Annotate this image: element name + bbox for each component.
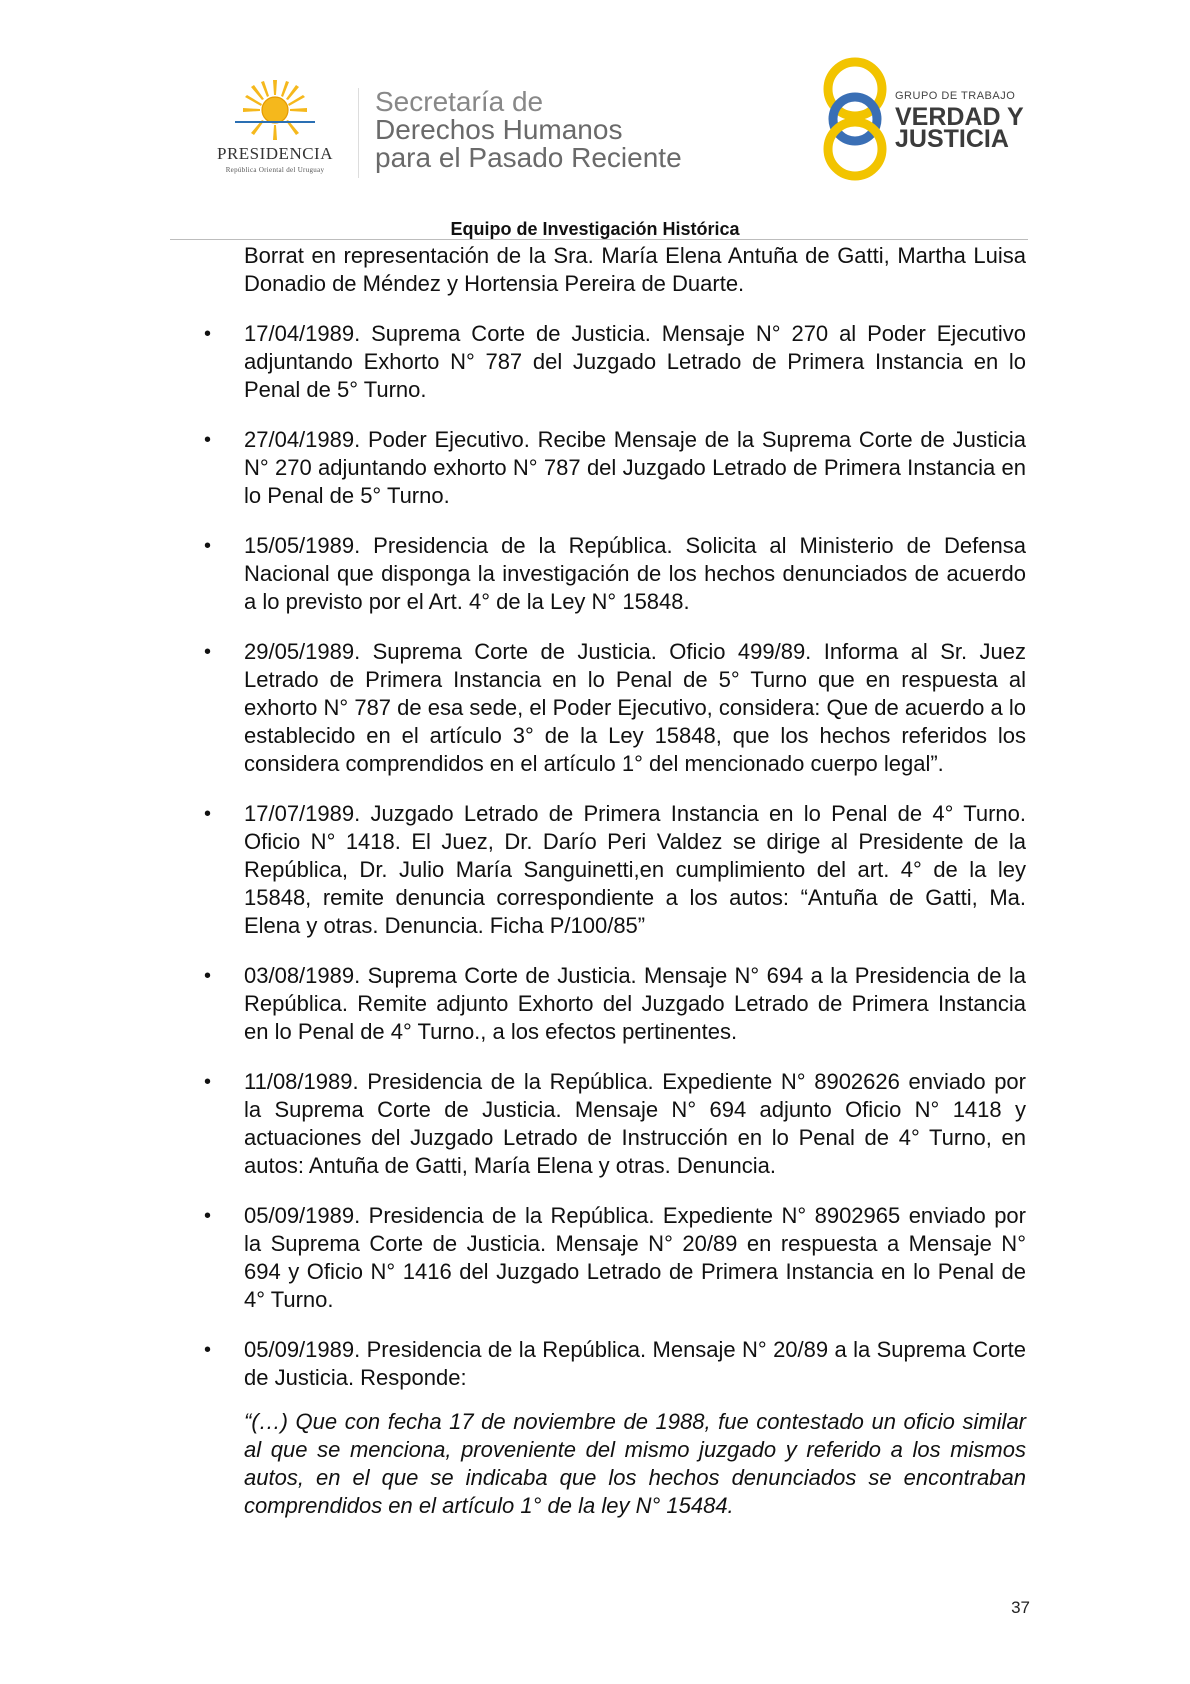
list-item-text: 05/09/1989. Presidencia de la República. Mensaje N° 20/89 a la Suprema Corte de Justicia. Responde: [244, 1337, 1026, 1390]
list-item-text: 17/07/1989. Juzgado Letrado de Primera Instancia en lo Penal de 4° Turno. Oficio N° 1418. El Juez, Dr. Darío Peri Valdez se dirige al Presidente de la República, Dr. Julio María Sanguinetti,en cumplimiento del art. 4° de la ley 15848, remite denuncia correspondiente a los autos: “Antuña de Gatti, Ma. Elena y otras. Denuncia. Ficha P/100/85” [244, 801, 1026, 938]
bullet: • [204, 323, 212, 345]
secretaria-line-1: Secretaría de [375, 86, 544, 117]
list-item [204, 426, 1026, 510]
rings-icon [820, 55, 890, 185]
presidencia-logo [195, 78, 355, 178]
vj-line-2: JUSTICIA [895, 125, 1009, 153]
list-item-text: 17/04/1989. Suprema Corte de Justicia. Mensaje N° 270 al Poder Ejecutivo adjuntando Exhorto N° 787 del Juzgado Letrado de Primera Instancia en lo Penal de 5° Turno. [244, 321, 1026, 402]
list-item-text: 15/05/1989. Presidencia de la República. Solicita al Ministerio de Defensa Nacional que disponga la investigación de los hechos denunciados de acuerdo a lo previsto por el Art. 4° de la Ley N° 15848. [244, 533, 1026, 614]
bullet: • [204, 429, 212, 451]
header-rule [170, 239, 1028, 240]
list-item [204, 800, 1026, 940]
sun-icon [235, 78, 315, 140]
list-item [204, 1336, 1026, 1392]
verdad-justicia-logo [820, 55, 1040, 185]
bullet: • [204, 965, 212, 987]
presidencia-subtitle: República Oriental del Uruguay [225, 166, 325, 174]
list-item-text: 03/08/1989. Suprema Corte de Justicia. Mensaje N° 694 a la Presidencia de la República. Remite adjunto Exhorto del Juzgado Letrado de Primera Instancia en lo Penal de 4° Turno., a los efectos pertinentes. [244, 963, 1026, 1044]
list-item [204, 532, 1026, 616]
list-item [204, 962, 1026, 1046]
chronology-list [204, 320, 1026, 1392]
list-item-text: 27/04/1989. Poder Ejecutivo. Recibe Mensaje de la Suprema Corte de Justicia N° 270 adjuntando exhorto N° 787 del Juzgado Letrado de Primera Instancia en lo Penal de 5° Turno. [244, 427, 1026, 508]
bullet: • [204, 1205, 212, 1227]
secretaria-line-2: Derechos Humanos [375, 114, 623, 145]
bullet: • [204, 1071, 212, 1093]
header-divider [358, 88, 359, 178]
page-header [0, 0, 1190, 239]
team-title: Equipo de Investigación Histórica [450, 219, 740, 239]
quoted-response: “(…) Que con fecha 17 de noviembre de 1988, fue contestado un oficio similar al que se menciona, proveniente del mismo juzgado y referido a los mismos autos, en el que se indicaba que los hechos denunciados se encontraban comprendidos en el artículo 1° de la ley N° 15484. [244, 1409, 1026, 1518]
bullet: • [204, 535, 212, 557]
list-item-text: 29/05/1989. Suprema Corte de Justicia. Oficio 499/89. Informa al Sr. Juez Letrado de Primera Instancia en lo Penal de 5° Turno que en respuesta al exhorto N° 787 de esa sede, el Poder Ejecutivo, considera: Que de acuerdo a lo establecido en el artículo 3° de la Ley 15848, que los hechos referidos los considera comprendidos en el artículo 1° del mencionado cuerpo legal”. [244, 639, 1026, 776]
document-body [204, 242, 1026, 1520]
list-item-text: 11/08/1989. Presidencia de la República. Expediente N° 8902626 enviado por la Suprema Corte de Justicia. Mensaje N° 694 adjunto Oficio N° 1418 y actuaciones del Juzgado Letrado de Instrucción en lo Penal de 4° Turno, en autos: Antuña de Gatti, María Elena y otras. Denuncia. [244, 1069, 1026, 1178]
page-number: 37 [1011, 1598, 1030, 1617]
bullet: • [204, 1339, 212, 1361]
secretaria-line-3: para el Pasado Reciente [375, 142, 682, 173]
list-item-text: 05/09/1989. Presidencia de la República. Expediente N° 8902965 enviado por la Suprema Corte de Justicia. Mensaje N° 20/89 en respuesta a Mensaje N° 694 y Oficio N° 1416 del Juzgado Letrado de Primera Instancia en lo Penal de 4° Turno. [244, 1203, 1026, 1312]
continuation-paragraph: Borrat en representación de la Sra. María Elena Antuña de Gatti, Martha Luisa Donadio de Méndez y Hortensia Pereira de Duarte. [244, 243, 1026, 296]
bullet: • [204, 803, 212, 825]
bullet: • [204, 641, 212, 663]
presidencia-name: PRESIDENCIA [216, 144, 333, 163]
vj-line-1: VERDAD Y [895, 103, 1024, 131]
list-item [204, 1068, 1026, 1180]
list-item [204, 320, 1026, 404]
secretaria-title [375, 88, 682, 172]
list-item [204, 1202, 1026, 1314]
list-item [204, 638, 1026, 778]
vj-small-label: GRUPO DE TRABAJO [895, 90, 1016, 102]
